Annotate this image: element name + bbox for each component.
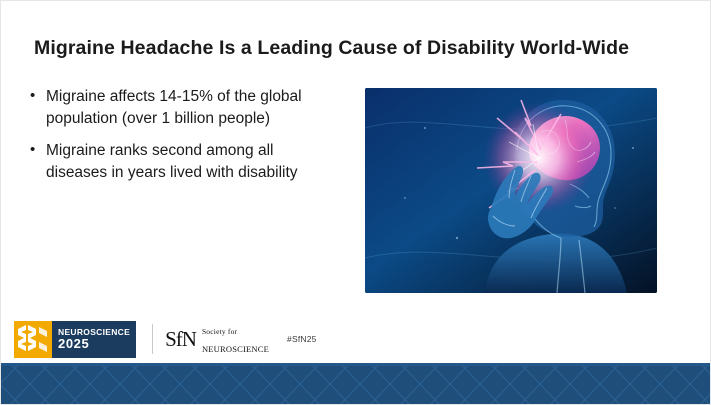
society-for-neuroscience-logo bbox=[165, 321, 269, 357]
sfn-logo-line2: NEUROSCIENCE bbox=[201, 344, 270, 354]
page-title: Migraine Headache Is a Leading Cause of Disability World-Wide bbox=[34, 37, 630, 60]
sfn-logo-text bbox=[202, 321, 269, 357]
footer-logos bbox=[14, 318, 317, 360]
bottom-decorative-band bbox=[0, 363, 711, 405]
sfn-geometric-mark-graphic bbox=[14, 321, 52, 358]
list-item: • Migraine affects 14-15% of the global population (over 1 billion people) bbox=[28, 86, 338, 130]
neuroscience-wordmark-line1: NEUROSCIENCE bbox=[58, 327, 131, 337]
bottom-band-pattern bbox=[0, 363, 711, 405]
brain-headache-illustration bbox=[365, 88, 657, 293]
list-item: • Migraine ranks second among all diseases in years lived with disability bbox=[28, 140, 338, 184]
sfn-logo-line1: Society for bbox=[201, 327, 238, 337]
sfn-monogram: SfN bbox=[165, 326, 196, 351]
conference-hashtag: #SfN25 bbox=[287, 334, 317, 344]
brain-headache-graphic bbox=[365, 88, 657, 293]
bullet-list bbox=[28, 86, 338, 194]
footer-divider bbox=[152, 324, 153, 354]
neuroscience-2025-logo bbox=[14, 321, 136, 358]
neuroscience-wordmark-year: 2025 bbox=[58, 336, 90, 352]
sfn-geometric-mark-icon bbox=[14, 321, 52, 358]
neuroscience-wordmark bbox=[52, 321, 136, 358]
